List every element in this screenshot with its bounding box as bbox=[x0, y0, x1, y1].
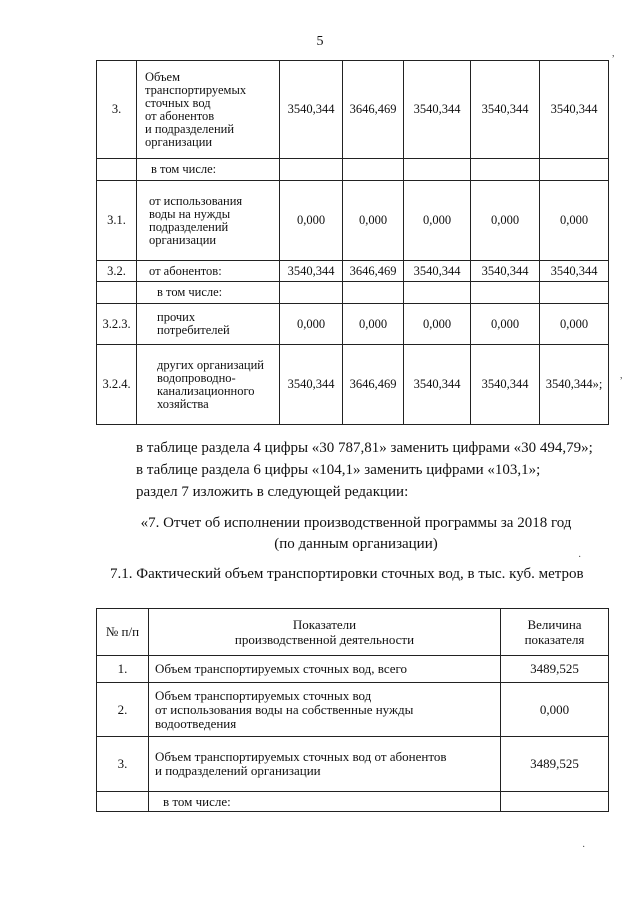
value-cell: 3489,525 bbox=[501, 656, 609, 683]
row-number: 3. bbox=[97, 737, 149, 792]
row-label-line: и подразделений bbox=[145, 121, 235, 136]
value-cell: 3540,344 bbox=[471, 61, 540, 159]
value-cell: 3540,344 bbox=[540, 261, 609, 282]
value-cell: 0,000 bbox=[540, 304, 609, 345]
row-label: в том числе: bbox=[149, 792, 501, 812]
row-label-line: водоотведения bbox=[155, 715, 237, 731]
transport-volume-table bbox=[96, 608, 609, 812]
value-cell: 0,000 bbox=[540, 181, 609, 261]
value-cell bbox=[280, 159, 343, 181]
row-number: 2. bbox=[97, 683, 149, 737]
row-label bbox=[137, 61, 280, 159]
amendment-line-3: раздел 7 изложить в следующей редакции: bbox=[136, 484, 409, 500]
value-cell: 3540,344 bbox=[471, 345, 540, 425]
value-cell bbox=[404, 159, 471, 181]
value-cell: 3646,469 bbox=[343, 261, 404, 282]
row-number: 3.2.3. bbox=[97, 304, 137, 345]
value-cell: 0,000 bbox=[471, 181, 540, 261]
scan-mark: · bbox=[578, 552, 582, 563]
value-cell: 3646,469 bbox=[343, 61, 404, 159]
value-cell: 3540,344 bbox=[404, 261, 471, 282]
table-row bbox=[97, 345, 609, 425]
amendment-line-1: в таблице раздела 4 цифры «30 787,81» заменить цифрами «30 494,79»; bbox=[136, 440, 593, 456]
row-number: 3.2.4. bbox=[97, 345, 137, 425]
value-cell bbox=[540, 159, 609, 181]
value-cell: 3540,344 bbox=[471, 261, 540, 282]
row-label-line: транспортируемых bbox=[145, 82, 247, 97]
page-number: 5 bbox=[316, 34, 324, 49]
table-row bbox=[97, 159, 609, 181]
table-row bbox=[97, 656, 609, 683]
row-label: в том числе: bbox=[137, 282, 280, 304]
row-label bbox=[137, 304, 280, 345]
header-line: производственной деятельности bbox=[234, 632, 415, 647]
value-cell bbox=[471, 159, 540, 181]
value-cell bbox=[471, 282, 540, 304]
value-cell: 3540,344 bbox=[404, 61, 471, 159]
header-indicator bbox=[149, 609, 501, 656]
value-cell: 0,000 bbox=[280, 304, 343, 345]
section-title: «7. Отчет об исполнении производственной программы за 2018 год bbox=[140, 515, 572, 531]
value-cell bbox=[540, 282, 609, 304]
table-row bbox=[97, 737, 609, 792]
value-cell: 0,000 bbox=[280, 181, 343, 261]
value-cell: 0,000 bbox=[404, 304, 471, 345]
row-label-line: Объем транспортируемых сточных вод bbox=[155, 687, 372, 703]
row-number: 3.2. bbox=[97, 261, 137, 282]
value-cell: 0,000 bbox=[343, 304, 404, 345]
scan-mark: , bbox=[612, 48, 615, 59]
row-label-line: сточных вод bbox=[145, 95, 211, 110]
value-cell bbox=[343, 282, 404, 304]
row-label: в том числе: bbox=[137, 159, 280, 181]
value-cell: 0,000 bbox=[404, 181, 471, 261]
table-row bbox=[97, 261, 609, 282]
value-cell bbox=[343, 159, 404, 181]
value-cell bbox=[280, 282, 343, 304]
table-row bbox=[97, 282, 609, 304]
value-cell: 0,000 bbox=[343, 181, 404, 261]
row-label-line: канализационного bbox=[157, 383, 255, 398]
value-cell: 3540,344 bbox=[404, 345, 471, 425]
header-number: № п/п bbox=[97, 609, 149, 656]
row-label-line: хозяйства bbox=[157, 396, 209, 411]
value-cell: 3540,344 bbox=[280, 261, 343, 282]
value-cell: 3646,469 bbox=[343, 345, 404, 425]
table-row bbox=[97, 304, 609, 345]
row-label-line: от абонентов bbox=[145, 108, 215, 123]
section-subtitle: (по данным организации) bbox=[274, 536, 438, 552]
value-cell bbox=[404, 282, 471, 304]
row-label-line: водопроводно- bbox=[157, 370, 236, 385]
row-label-line: организации bbox=[149, 232, 217, 247]
row-label-line: воды на нужды bbox=[149, 206, 231, 221]
table-header-row bbox=[97, 609, 609, 656]
row-label: от абонентов: bbox=[137, 261, 280, 282]
row-label bbox=[149, 683, 501, 737]
value-cell: 3540,344 bbox=[540, 61, 609, 159]
row-number bbox=[97, 792, 149, 812]
row-label-line: Объем bbox=[145, 69, 180, 84]
header-line: Величина bbox=[527, 617, 582, 632]
value-cell: 3540,344»; bbox=[540, 345, 609, 425]
table-row bbox=[97, 181, 609, 261]
header-line: Показатели bbox=[292, 617, 357, 632]
indicators-table-continued bbox=[96, 60, 609, 425]
row-number bbox=[97, 282, 137, 304]
value-cell: 0,000 bbox=[501, 683, 609, 737]
row-label bbox=[149, 737, 501, 792]
row-label-line: организации bbox=[145, 134, 213, 149]
table-row bbox=[97, 792, 609, 812]
scan-mark: , bbox=[620, 370, 623, 381]
row-number bbox=[97, 159, 137, 181]
row-label bbox=[137, 181, 280, 261]
value-cell bbox=[501, 792, 609, 812]
header-value bbox=[501, 609, 609, 656]
table-row bbox=[97, 683, 609, 737]
row-label-line: потребителей bbox=[157, 323, 230, 337]
row-label bbox=[137, 345, 280, 425]
row-label-line: Объем транспортируемых сточных вод от абонентов bbox=[155, 749, 447, 764]
amendment-line-2: в таблице раздела 6 цифры «104,1» заменить цифрами «103,1»; bbox=[136, 462, 541, 478]
value-cell: 3489,525 bbox=[501, 737, 609, 792]
value-cell: 3540,344 bbox=[280, 345, 343, 425]
row-label-line: и подразделений организации bbox=[155, 763, 321, 778]
row-label-line: прочих bbox=[157, 310, 196, 324]
row-label-line: подразделений bbox=[149, 219, 229, 234]
row-label: Объем транспортируемых сточных вод, всего bbox=[149, 656, 501, 683]
row-label-line: других организаций bbox=[157, 357, 264, 372]
subsection-title: 7.1. Фактический объем транспортировки сточных вод, в тыс. куб. метров bbox=[110, 566, 584, 582]
scan-mark: · bbox=[582, 842, 586, 853]
row-number: 1. bbox=[97, 656, 149, 683]
header-line: показателя bbox=[524, 632, 585, 647]
value-cell: 0,000 bbox=[471, 304, 540, 345]
row-label-line: от использования воды на собственные нужды bbox=[155, 701, 414, 717]
table-row bbox=[97, 61, 609, 159]
row-number: 3.1. bbox=[97, 181, 137, 261]
value-cell: 3540,344 bbox=[280, 61, 343, 159]
row-number: 3. bbox=[97, 61, 137, 159]
row-label-line: от использования bbox=[149, 193, 243, 208]
